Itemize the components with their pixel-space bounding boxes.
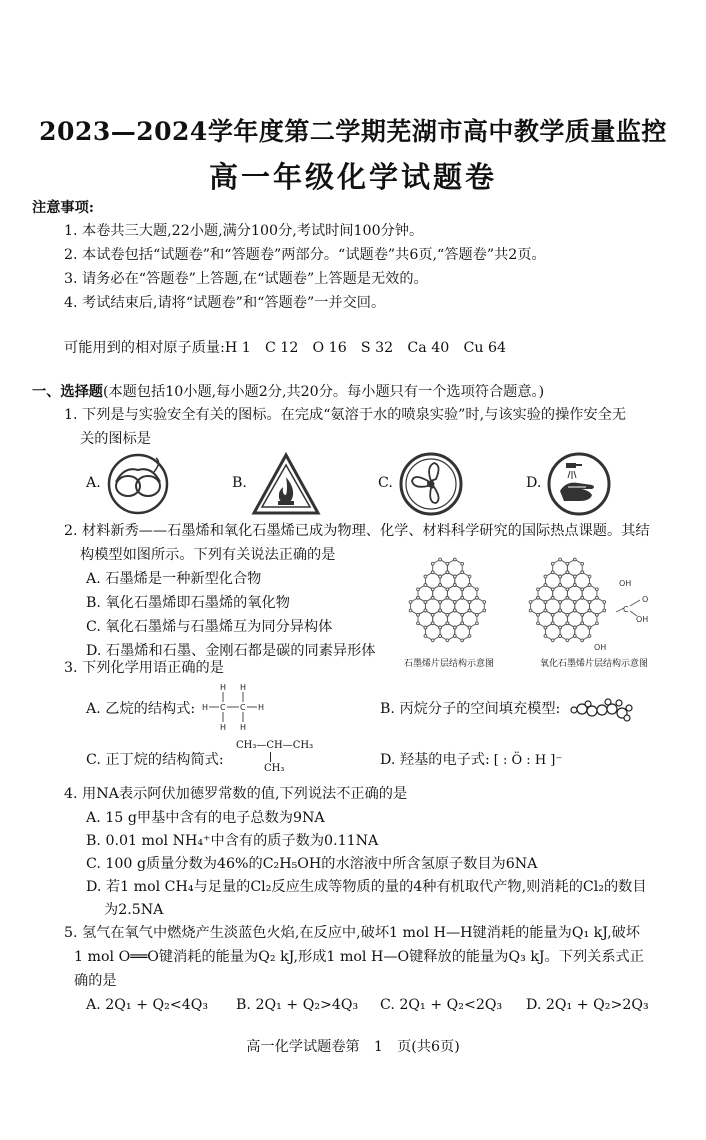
fan-icon — [398, 451, 464, 517]
q2-option-c: C. 氧化石墨烯与石墨烯互为同分异构体 — [86, 619, 333, 635]
notice-item-4: 4. 考试结束后,请将“试题卷”和“答题卷”一并交回。 — [64, 295, 386, 311]
lattice-atom — [446, 639, 449, 642]
lattice-atom — [453, 575, 456, 578]
q5-stem-line1: 5. 氢气在氧气中燃烧产生淡蓝色火焰,在反应中,破坏1 mol H—H键消耗的能量为Q₁ kJ,破坏 — [64, 925, 640, 941]
q1-option-b: B. — [232, 475, 247, 491]
lattice-atom — [468, 584, 471, 587]
lattice-atom — [417, 613, 420, 616]
lattice-atom — [461, 562, 464, 565]
exam-title: 2023—2024学年度第二学期芜湖市高中教学质量监控 — [39, 117, 667, 146]
lattice-atom — [409, 609, 412, 612]
section-title: 一、选择题 — [32, 384, 103, 400]
lattice-atom — [439, 584, 442, 587]
lattice-atom — [566, 639, 569, 642]
lattice-atom — [424, 575, 427, 578]
lattice-atom — [603, 601, 606, 604]
lattice-atom — [537, 596, 540, 599]
lattice-atom — [468, 575, 471, 578]
q4-option-d-continued: 为2.5NA — [104, 902, 164, 918]
goggles-icon — [104, 452, 172, 516]
lattice-atom — [551, 562, 554, 565]
q4-option-a: A. 15 g甲基中含有的电子总数为9NA — [86, 810, 325, 826]
lattice-atom — [544, 584, 547, 587]
oxide-label-o: O — [642, 595, 649, 604]
lattice-atom — [468, 626, 471, 629]
lattice-atom — [596, 622, 599, 625]
lattice-atom — [461, 613, 464, 616]
lattice-atom — [453, 584, 456, 587]
lattice-atom — [596, 588, 599, 591]
lattice-atom — [573, 609, 576, 612]
lattice-atom — [573, 626, 576, 629]
butane-formula-top: CH₃—CH—CH₃ — [236, 740, 314, 751]
graphene-oxide-structure-diagram — [524, 556, 654, 652]
lattice-hexagon — [575, 623, 590, 640]
lattice-atom — [431, 613, 434, 616]
lattice-atom — [424, 626, 427, 629]
lattice-hexagon — [545, 623, 560, 640]
lattice-atom — [566, 588, 569, 591]
lattice-hexagon — [560, 623, 575, 640]
lattice-atom — [424, 584, 427, 587]
lattice-atom — [461, 571, 464, 574]
lattice-atom — [603, 609, 606, 612]
lattice-atom — [537, 622, 540, 625]
lattice-atom — [581, 571, 584, 574]
lattice-atom — [551, 571, 554, 574]
lattice-atom — [439, 601, 442, 604]
section-desc: (本题包括10小题,每小题2分,共20分。每小题只有一个选项符合题意。) — [102, 384, 545, 400]
lattice-atom — [559, 558, 562, 561]
lattice-atom — [566, 622, 569, 625]
q3-option-d-label: D. 羟基的电子式: — [380, 752, 490, 768]
oxide-label-oh-1: OH — [619, 579, 632, 588]
lattice-atom — [559, 626, 562, 629]
lattice-atom — [431, 562, 434, 565]
q2-stem-line1: 2. 材料新秀——石墨烯和氧化石墨烯已成为物理、化学、材料科学研究的国际热点课题。其结 — [64, 523, 650, 539]
q4-option-b: B. 0.01 mol NH₄⁺中含有的质子数为0.11NA — [86, 833, 379, 849]
lattice-atom — [559, 584, 562, 587]
ethane-h: H — [220, 683, 227, 692]
lattice-atom — [551, 639, 554, 642]
ethane-h: H — [258, 703, 265, 712]
lattice-atom — [573, 558, 576, 561]
lattice-atom — [453, 558, 456, 561]
lattice-hexagon — [425, 623, 440, 640]
q5-option-a: A. 2Q₁ + Q₂<4Q₃ — [86, 997, 209, 1013]
lattice-atom — [424, 609, 427, 612]
lattice-atom — [439, 626, 442, 629]
lattice-atom — [551, 596, 554, 599]
lattice-atom — [551, 613, 554, 616]
lattice-atom — [529, 601, 532, 604]
butane-branch-bond — [270, 752, 271, 762]
q5-option-b: B. 2Q₁ + Q₂>4Q₃ — [236, 997, 359, 1013]
q3-option-d — [380, 751, 562, 770]
lattice-atom — [424, 601, 427, 604]
lattice-atom — [417, 596, 420, 599]
lattice-atom — [468, 635, 471, 638]
lattice-atom — [431, 622, 434, 625]
notice-heading: 注意事项: — [32, 200, 94, 216]
lattice-atom — [566, 571, 569, 574]
lattice-atom — [566, 613, 569, 616]
lattice-atom — [439, 575, 442, 578]
q3-option-c: C. 正丁烷的结构简式: — [86, 752, 224, 768]
lattice-atom — [431, 588, 434, 591]
lattice-atom — [476, 588, 479, 591]
lattice-atom — [446, 622, 449, 625]
lattice-atom — [483, 609, 486, 612]
lattice-atom — [461, 596, 464, 599]
butane-formula-bottom: CH₃ — [264, 763, 285, 774]
lattice-atom — [588, 584, 591, 587]
atomic-masses: 可能用到的相对原子质量:H 1 C 12 O 16 S 32 Ca 40 Cu 64 — [64, 340, 507, 356]
lattice-atom — [596, 596, 599, 599]
q4-stem: 4. 用NA表示阿伏加德罗常数的值,下列说法不正确的是 — [64, 786, 408, 802]
lattice-atom — [537, 588, 540, 591]
oxide-label-oh-2: OH — [636, 615, 649, 624]
propane-space-filling-model — [568, 694, 634, 724]
q1-option-a: A. — [86, 475, 101, 491]
lattice-atom — [566, 562, 569, 565]
lattice-atom — [581, 588, 584, 591]
flame-icon — [250, 451, 322, 517]
ethane-h: H — [240, 723, 247, 732]
lattice-atom — [453, 626, 456, 629]
q2-option-b: B. 氧化石墨烯即石墨烯的氧化物 — [86, 595, 290, 611]
q3-stem: 3. 下列化学用语正确的是 — [64, 660, 224, 676]
lattice-atom — [581, 639, 584, 642]
lattice-atom — [573, 635, 576, 638]
lattice-atom — [446, 571, 449, 574]
lattice-hexagon — [455, 623, 470, 640]
lattice-atom — [544, 635, 547, 638]
lattice-atom — [581, 622, 584, 625]
lattice-atom — [581, 596, 584, 599]
lattice-atom — [439, 558, 442, 561]
lattice-atom — [588, 626, 591, 629]
lattice-atom — [476, 613, 479, 616]
lattice-atom — [573, 575, 576, 578]
lattice-atom — [588, 609, 591, 612]
graphene-oxide-caption: 氧化石墨烯片层结构示意图 — [540, 659, 649, 669]
ethane-h: H — [220, 723, 227, 732]
q4-option-d: D. 若1 mol CH₄与足量的Cl₂反应生成等物质的量的4种有机取代产物,则消耗的Cl₂的数目 — [86, 879, 647, 895]
lattice-atom — [551, 622, 554, 625]
ethane-structural-formula — [200, 680, 270, 734]
hand-wash-icon — [546, 451, 612, 517]
lattice-atom — [573, 584, 576, 587]
lattice-atom — [581, 613, 584, 616]
hydroxyl-electron-formula: [ : Ö : H ]⁻ — [493, 753, 563, 768]
q3-option-a: A. 乙烷的结构式: — [86, 701, 196, 717]
q5-option-c: C. 2Q₁ + Q₂<2Q₃ — [380, 997, 503, 1013]
ethane-h: H — [240, 683, 247, 692]
lattice-atom — [588, 635, 591, 638]
lattice-atom — [417, 622, 420, 625]
lattice-atom — [431, 639, 434, 642]
lattice-atom — [453, 609, 456, 612]
lattice-atom — [431, 571, 434, 574]
lattice-atom — [446, 562, 449, 565]
lattice-atom — [537, 613, 540, 616]
q5-option-d: D. 2Q₁ + Q₂>2Q₃ — [526, 997, 649, 1013]
ethane-c: C — [220, 703, 226, 712]
q2-option-d: D. 石墨烯和石墨、金刚石都是碳的同素异形体 — [86, 643, 376, 659]
lattice-atom — [431, 596, 434, 599]
lattice-atom — [446, 596, 449, 599]
q1-stem-line2: 关的图标是 — [80, 431, 151, 447]
q1-option-c: C. — [378, 475, 393, 491]
lattice-atom — [588, 575, 591, 578]
q1-option-d: D. — [526, 475, 542, 491]
lattice-atom — [476, 622, 479, 625]
exam-subtitle: 高一年级化学试题卷 — [208, 160, 497, 194]
lattice-atom — [424, 635, 427, 638]
graphene-structure-diagram — [404, 556, 514, 652]
notice-item-3: 3. 请务必在“答题卷”上答题,在“试题卷”上答题是无效的。 — [64, 271, 428, 287]
lattice-atom — [551, 588, 554, 591]
lattice-atom — [468, 609, 471, 612]
lattice-atom — [596, 613, 599, 616]
section-heading — [32, 383, 544, 401]
lattice-atom — [461, 639, 464, 642]
lattice-atom — [483, 601, 486, 604]
oxide-label-c: C — [623, 605, 629, 614]
notice-item-1: 1. 本卷共三大题,22小题,满分100分,考试时间100分钟。 — [64, 223, 424, 239]
lattice-atom — [559, 609, 562, 612]
lattice-atom — [559, 601, 562, 604]
lattice-atom — [476, 596, 479, 599]
ethane-h: H — [202, 703, 209, 712]
q5-stem-line3: 确的是 — [74, 973, 117, 989]
lattice-atom — [544, 575, 547, 578]
q2-option-a: A. 石墨烯是一种新型化合物 — [86, 571, 262, 587]
lattice-atom — [544, 626, 547, 629]
q1-stem-line1: 1. 下列是与实验安全有关的图标。在完成“氨溶于水的喷泉实验”时,与该实验的操作安全无 — [64, 407, 627, 423]
lattice-hexagon — [440, 623, 455, 640]
oxide-label-oh-3: OH — [594, 643, 607, 652]
notice-item-2: 2. 本试卷包括“试题卷”和“答题卷”两部分。“试题卷”共6页,“答题卷”共2页。 — [64, 247, 546, 263]
lattice-atom — [417, 588, 420, 591]
graphene-caption: 石墨烯片层结构示意图 — [404, 659, 495, 669]
lattice-atom — [544, 609, 547, 612]
lattice-atom — [453, 601, 456, 604]
lattice-atom — [439, 609, 442, 612]
page-footer: 高一化学试题卷第 1 页(共6页) — [246, 1039, 460, 1055]
lattice-atom — [446, 613, 449, 616]
lattice-atom — [461, 622, 464, 625]
lattice-atom — [588, 601, 591, 604]
lattice-atom — [439, 635, 442, 638]
lattice-atom — [453, 635, 456, 638]
q5-stem-line2: 1 mol O══O键消耗的能量为Q₂ kJ,形成1 mol H—O键释放的能量为Q₃ kJ。下列关系式正 — [74, 949, 644, 965]
q3-option-b: B. 丙烷分子的空间填充模型: — [380, 701, 561, 717]
ethane-c: C — [240, 703, 246, 712]
lattice-atom — [544, 601, 547, 604]
lattice-atom — [581, 562, 584, 565]
lattice-atom — [559, 635, 562, 638]
lattice-atom — [573, 601, 576, 604]
lattice-atom — [409, 601, 412, 604]
q4-option-c: C. 100 g质量分数为46%的C₂H₅OH的水溶液中所含氢原子数目为6NA — [86, 856, 538, 872]
lattice-atom — [559, 575, 562, 578]
q2-stem-line2: 构模型如图所示。下列有关说法正确的是 — [80, 547, 336, 563]
lattice-atom — [529, 609, 532, 612]
lattice-atom — [461, 588, 464, 591]
lattice-atom — [468, 601, 471, 604]
lattice-atom — [446, 588, 449, 591]
lattice-atom — [566, 596, 569, 599]
